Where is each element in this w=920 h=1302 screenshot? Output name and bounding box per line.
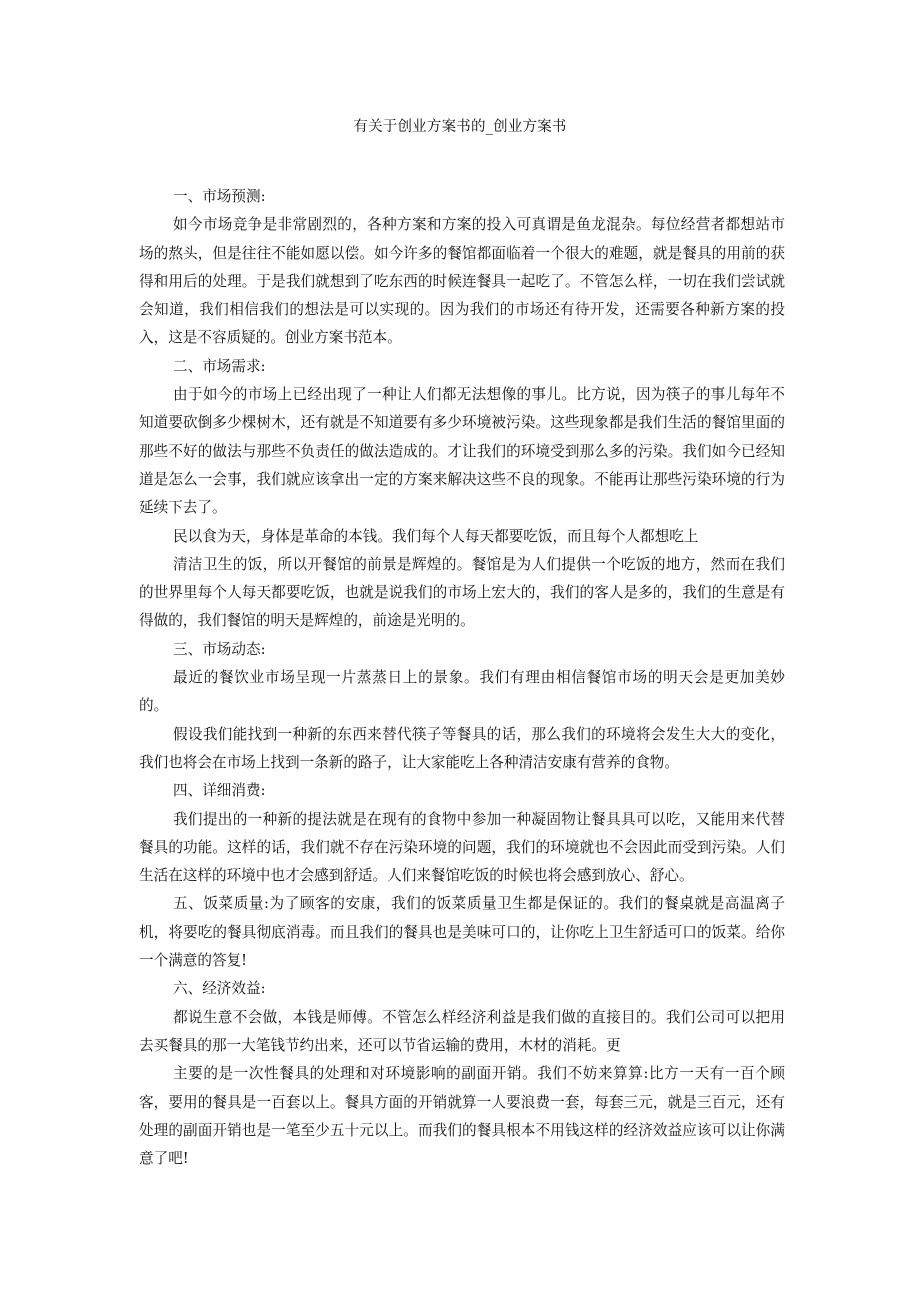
paragraph-market-demand: 由于如今的市场上已经出现了一种让人们都无法想像的事儿。比方说，因为筷子的事儿每年不知道要砍倒多少棵树木，还有就是不知道要有多少环境被污染。这些现象都是我们生活的餐馆里面的那些不好的做法与那些不负责任的做法造成的。才让我们的环境受到那么多的污染。我们如今已经知道是怎么一会事，我们就应该拿出一定的方案来解决这些不良的现象。不能再让那些污染环境的行为延续下去了。	[139, 386, 785, 517]
paragraph-food-quality: 五、饭菜质量:为了顾客的安康，我们的饭菜质量卫生都是保证的。我们的餐桌就是高温离子机，将要吃的餐具彻底消毒。而且我们的餐具也是美味可口的，让你吃上卫生舒适可口的饭菜。给你一个满意的答复!	[139, 895, 785, 970]
paragraph-cost-calculation: 主要的是一次性餐具的处理和对环境影响的副面开销。我们不妨来算算:比方一天有一百个顾客，要用的餐具是一百套以上。餐具方面的开销就算一人要浪费一套，每套三元，就是三百元，还有处理的副面开销也是一笔至少五十元以上。而我们的餐具根本不用钱这样的经济效益应该可以让你满意了吧!	[139, 1065, 785, 1168]
section-heading-market-forecast: 一、市场预测:	[173, 188, 266, 205]
paragraph-restaurant-prospects: 清洁卫生的饭，所以开餐馆的前景是辉煌的。餐馆是为人们提供一个吃饭的地方，然而在我们的世界里每个人每天都要吃饭，也就是说我们的市场上宏大的，我们的客人是多的，我们的生意是有得做的，我们餐馆的明天是辉煌的，前途是光明的。	[139, 555, 785, 630]
section-heading-consumption: 四、详细消费:	[173, 782, 266, 800]
paragraph-market-trends: 最近的餐饮业市场呈现一片蒸蒸日上的景象。我们有理由相信餐馆市场的明天会是更加美妙 的。	[139, 669, 785, 715]
paragraph-food-is-heaven: 民以食为天，身体是革命的本钱。我们每个人每天都要吃饭，而且每个人都想吃上	[173, 527, 699, 545]
paragraph-economic-benefit: 都说生意不会做，本钱是师傅。不管怎么样经济利益是我们做的直接目的。我们公司可以把用去买餐具的那一大笔钱节约出来，还可以节省运输的费用，木材的消耗。更	[139, 1008, 785, 1054]
section-heading-market-demand: 二、市场需求:	[173, 357, 266, 375]
paragraph-chopstick-replacement: 假设我们能找到一种新的东西来替代筷子等餐具的话，那么我们的环境将会发生大大的变化，我们也将会在市场上找到一条新的路子，让大家能吃上各种清洁安康有营养的食物。	[139, 725, 785, 771]
paragraph-market-forecast: 如今市场竞争是非常剧烈的，各种方案和方案的投入可真谓是鱼龙混杂。每位经营者都想站市场的熬头，但是往往不能如愿以偿。如今许多的餐馆都面临着一个很大的难题，就是餐具的用前的获得和用后的处理。于是我们就想到了吃东西的时候连餐具一起吃了。不管怎么样，一切在我们尝试就会知道，我们相信我们的想法是可以实现的。因为我们的市场还有待开发，还需要各种新方案的投入，这是不容质疑的。创业方案书范本。	[139, 216, 785, 347]
document-body	[139, 183, 785, 1173]
section-heading-market-trends: 三、市场动态:	[173, 640, 266, 658]
document-title: 有关于创业方案书的_创业方案书	[353, 119, 567, 135]
paragraph-consumption: 我们提出的一种新的提法就是在现有的食物中参加一种凝固物让餐具具可以吃，又能用来代替餐具的功能。这样的话，我们就不存在污染环境的问题，我们的环境就也不会因此而受到污染。人们生活在这样的环境中也才会感到舒适。人们来餐馆吃饭的时候也将会感到放心、舒心。	[139, 810, 785, 885]
section-heading-economic-benefit: 六、经济效益:	[173, 980, 266, 998]
